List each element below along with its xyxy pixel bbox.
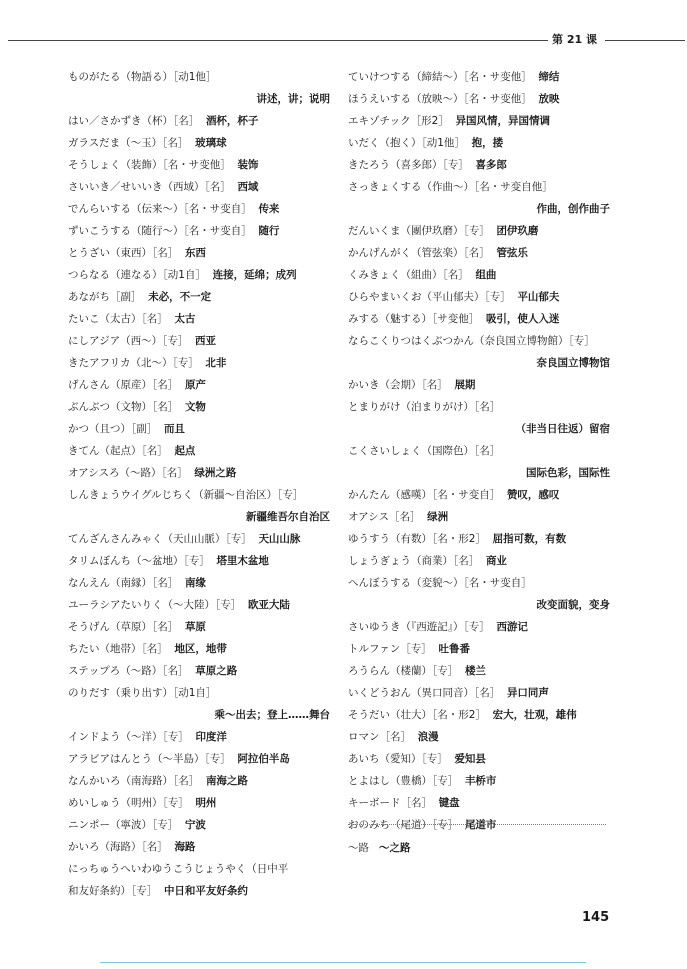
vocab-term: だんいくま（團伊玖磨）［专］ bbox=[348, 225, 490, 237]
vocab-term: 新疆维吾尔自治区 bbox=[246, 511, 330, 523]
suffix-word: 〜路 bbox=[348, 842, 369, 854]
vocab-term: つらなる（連なる）［动1自］ bbox=[68, 269, 206, 281]
vocab-term: なんえん（南縁）［名］ bbox=[68, 577, 179, 589]
vocab-term: きてん（起点）［名］ bbox=[68, 445, 168, 457]
vocab-entry bbox=[68, 748, 330, 770]
vocab-entry bbox=[348, 286, 610, 308]
vocab-term: しんきょうウイグルじちく（新疆〜自治区）［专］ bbox=[68, 489, 304, 501]
vocab-term: とまりがけ（泊まりがけ）［名］ bbox=[348, 401, 501, 413]
vocab-definition: 装饰 bbox=[237, 159, 259, 171]
vocab-definition: 传来 bbox=[258, 203, 280, 215]
page-number: 145 bbox=[582, 910, 610, 925]
vocab-entry bbox=[68, 550, 330, 572]
vocab-definition: 吸引，使人入迷 bbox=[485, 313, 560, 325]
header-rule-right bbox=[605, 40, 685, 41]
vocab-entry bbox=[68, 770, 330, 792]
vocab-term: オアシス［名］ bbox=[348, 511, 421, 523]
vocab-entry bbox=[68, 858, 330, 880]
vocab-definition: 南缘 bbox=[184, 577, 206, 589]
vocab-entry bbox=[348, 462, 610, 484]
vocab-entry bbox=[68, 154, 330, 176]
vocab-entry bbox=[68, 528, 330, 550]
vocab-entry bbox=[68, 880, 330, 902]
vocab-entry bbox=[348, 220, 610, 242]
vocab-definition: 原产 bbox=[184, 379, 206, 391]
vocab-term: いくどうおん（異口同音）［名］ bbox=[348, 687, 501, 699]
vocab-term: かんたん（感嘆）［名・サ变自］ bbox=[348, 489, 501, 501]
vocab-term: こくさいしょく（国際色）［名］ bbox=[348, 445, 501, 457]
vocab-term: へんぼうする（変貌〜）［名・サ变自］ bbox=[348, 577, 532, 589]
vocab-definition: 欧亚大陆 bbox=[247, 599, 290, 611]
vocab-entry bbox=[68, 484, 330, 506]
vocab-entry bbox=[348, 682, 610, 704]
vocab-definition: 楼兰 bbox=[464, 665, 486, 677]
vocab-term: はい／さかずき（杯）［名］ bbox=[68, 115, 200, 127]
vocab-definition: 异口同声 bbox=[506, 687, 549, 699]
header-rule-left bbox=[8, 40, 548, 41]
vocab-definition: 塔里木盆地 bbox=[216, 555, 269, 567]
vocab-definition: 异国风情，异国情调 bbox=[455, 115, 551, 127]
footer-rule bbox=[100, 962, 586, 963]
vocab-term: あながち［副］ bbox=[68, 291, 142, 303]
vocab-term: かんげんがく（管弦楽）［名］ bbox=[348, 247, 490, 259]
vocab-term: めいしゅう（明州）［专］ bbox=[68, 797, 189, 809]
vocab-entry bbox=[348, 396, 610, 418]
vocab-entry bbox=[348, 572, 610, 594]
vocab-term: オアシスろ（〜路）［名］ bbox=[68, 467, 188, 479]
vocab-term: アラビアはんとう（〜半島）［专］ bbox=[68, 753, 231, 765]
vocab-term: かいき（会期）［名］ bbox=[348, 379, 448, 391]
vocab-entry bbox=[348, 308, 610, 330]
vocab-entry bbox=[68, 198, 330, 220]
vocab-term: ぶんぶつ（文物）［名］ bbox=[68, 401, 179, 413]
vocab-entry bbox=[348, 704, 610, 726]
vocab-term: いだく（抱く）［动1他］ bbox=[348, 137, 465, 149]
vocab-entry bbox=[68, 594, 330, 616]
vocab-term: キーボード［名］ bbox=[348, 797, 432, 809]
vocab-entry bbox=[68, 836, 330, 858]
vocab-term: ていけつする（締結〜）［名・サ变他］ bbox=[348, 71, 532, 83]
vocab-term: 作曲，创作曲子 bbox=[536, 203, 610, 215]
vocab-definition: 吐鲁番 bbox=[438, 643, 470, 655]
vocab-term: かいろ（海路）［名］ bbox=[68, 841, 168, 853]
vocab-entry bbox=[348, 330, 610, 352]
vocab-term: にっちゅうへいわゆうこうじょうやく（日中平 bbox=[68, 863, 289, 875]
vocab-definition: 宏大，壮观，雄伟 bbox=[492, 709, 577, 721]
vocab-definition: 屈指可数，有数 bbox=[492, 533, 567, 545]
vocab-definition: 爱知县 bbox=[454, 753, 486, 765]
vocab-entry bbox=[68, 682, 330, 704]
vocab-entry bbox=[68, 66, 330, 88]
vocab-term: エキゾチック［形2］ bbox=[348, 115, 449, 127]
vocab-column-left bbox=[68, 66, 330, 902]
vocab-term: にしアジア（西〜）［专］ bbox=[68, 335, 189, 347]
vocab-term: げんさん（原産）［名］ bbox=[68, 379, 179, 391]
vocab-entry bbox=[68, 440, 330, 462]
vocab-entry bbox=[348, 352, 610, 374]
vocab-entry bbox=[348, 88, 610, 110]
vocab-definition: 明州 bbox=[195, 797, 217, 809]
vocab-term: タリムぼんち（〜盆地）［专］ bbox=[68, 555, 210, 567]
vocab-term: 奈良国立博物馆 bbox=[536, 357, 610, 369]
vocab-entry bbox=[68, 176, 330, 198]
vocab-term: てんざんさんみゃく（天山山脈）［专］ bbox=[68, 533, 252, 545]
vocab-entry bbox=[68, 572, 330, 594]
vocab-term: くみきょく（組曲）［名］ bbox=[348, 269, 469, 281]
vocab-entry bbox=[68, 506, 330, 528]
vocab-entry bbox=[68, 132, 330, 154]
vocab-definition: 西游记 bbox=[496, 621, 528, 633]
vocab-term: インドよう（〜洋）［专］ bbox=[68, 731, 189, 743]
vocab-definition: 南海之路 bbox=[205, 775, 248, 787]
vocab-entry bbox=[348, 660, 610, 682]
vocab-term: そうしょく（装飾）［名・サ变他］ bbox=[68, 159, 231, 171]
vocab-entry bbox=[68, 726, 330, 748]
vocab-definition: 阿拉伯半岛 bbox=[237, 753, 290, 765]
vocab-term: きたアフリカ（北〜）［专］ bbox=[68, 357, 199, 369]
vocab-entry bbox=[348, 374, 610, 396]
vocab-definition: 组曲 bbox=[475, 269, 497, 281]
vocab-definition: 酒杯，杯子 bbox=[205, 115, 259, 127]
vocab-definition: 草原 bbox=[184, 621, 206, 633]
vocab-term: 讲述，讲；说明 bbox=[256, 93, 330, 105]
vocab-definition: 未必，不一定 bbox=[148, 291, 212, 303]
vocab-term: ずいこうする（随行〜）［名・サ变自］ bbox=[68, 225, 252, 237]
vocab-entry bbox=[348, 506, 610, 528]
vocab-term: ものがたる（物語る）［动1他］ bbox=[68, 71, 217, 83]
vocab-entry bbox=[68, 814, 330, 836]
vocab-definition: 商业 bbox=[485, 555, 507, 567]
vocab-definition: 太古 bbox=[174, 313, 196, 325]
vocab-term: ロマン［名］ bbox=[348, 731, 411, 743]
vocab-entry bbox=[348, 528, 610, 550]
vocab-entry bbox=[348, 154, 610, 176]
vocab-definition: 展期 bbox=[454, 379, 476, 391]
vocab-entry bbox=[348, 792, 610, 814]
vocab-term: トルファン［专］ bbox=[348, 643, 432, 655]
vocab-term: ちたい（地帯）［名］ bbox=[68, 643, 168, 655]
vocab-entry bbox=[348, 418, 610, 440]
vocab-definition: 抱，搂 bbox=[471, 137, 504, 149]
vocab-entry bbox=[348, 814, 610, 836]
vocab-entry bbox=[348, 440, 610, 462]
suffix-entry bbox=[348, 840, 411, 855]
vocab-entry bbox=[348, 176, 610, 198]
vocab-term: たいこ（太古）［名］ bbox=[68, 313, 168, 325]
vocab-term: きたろう（喜多郎）［专］ bbox=[348, 159, 469, 171]
vocab-term: ニンポー（寧波）［专］ bbox=[68, 819, 179, 831]
lesson-label: 第 21 课 bbox=[552, 33, 597, 46]
vocab-definition: 天山山脉 bbox=[258, 533, 301, 545]
vocab-definition: 键盘 bbox=[438, 797, 460, 809]
vocab-definition: 西亚 bbox=[195, 335, 217, 347]
vocab-term: とよはし（豊橋）［专］ bbox=[348, 775, 459, 787]
vocab-definition: 团伊玖磨 bbox=[496, 225, 539, 237]
vocab-definition: 海路 bbox=[174, 841, 196, 853]
vocab-entry bbox=[68, 638, 330, 660]
vocab-entry bbox=[68, 374, 330, 396]
vocab-term: 国际色彩，国际性 bbox=[526, 467, 610, 479]
vocab-definition: 起点 bbox=[174, 445, 196, 457]
vocab-term: ステップろ（〜路）［名］ bbox=[68, 665, 189, 677]
vocab-definition: 平山郁夫 bbox=[517, 291, 560, 303]
vocab-definition: 浪漫 bbox=[417, 731, 439, 743]
vocab-definition: 连接，延绵；成列 bbox=[212, 269, 297, 281]
vocab-entry bbox=[348, 748, 610, 770]
vocab-term: 改变面貌，变身 bbox=[536, 599, 610, 611]
vocab-definition: 玻璃球 bbox=[195, 137, 227, 149]
vocab-definition: 丰桥市 bbox=[464, 775, 497, 787]
vocab-entry bbox=[68, 88, 330, 110]
vocab-definition: 草原之路 bbox=[195, 665, 238, 677]
vocab-entry bbox=[68, 352, 330, 374]
vocab-definition: 地区，地带 bbox=[174, 643, 227, 655]
vocab-entry bbox=[348, 198, 610, 220]
vocab-entry bbox=[68, 704, 330, 726]
vocab-term: おのみち（尾道）［专］ bbox=[348, 819, 459, 831]
vocab-definition: 绿洲之路 bbox=[194, 467, 237, 479]
vocab-entry bbox=[348, 66, 610, 88]
vocab-term: のりだす（乗り出す）［动1自］ bbox=[68, 687, 217, 699]
vocab-definition: 喜多郎 bbox=[475, 159, 507, 171]
vocab-term: ガラスだま（〜玉）［名］ bbox=[68, 137, 189, 149]
vocab-term: さいゆうき（『西遊記』）［专］ bbox=[348, 621, 490, 633]
vocab-definition: 放映 bbox=[538, 93, 560, 105]
vocab-term: 和友好条約）［专］ bbox=[68, 885, 158, 897]
vocab-entry bbox=[348, 484, 610, 506]
vocab-entry bbox=[348, 726, 610, 748]
section-divider bbox=[348, 824, 606, 825]
vocab-term: とうざい（東西）［名］ bbox=[68, 247, 179, 259]
vocab-definition: 赞叹，感叹 bbox=[506, 489, 560, 501]
vocab-entry bbox=[68, 418, 330, 440]
vocab-entry bbox=[68, 308, 330, 330]
vocab-entry bbox=[348, 242, 610, 264]
vocab-entry bbox=[348, 132, 610, 154]
vocab-entry bbox=[68, 616, 330, 638]
vocab-term: しょうぎょう（商業）［名］ bbox=[348, 555, 480, 567]
vocab-column-right bbox=[348, 66, 610, 836]
vocab-term: 乘〜出去；登上……舞台 bbox=[214, 709, 330, 721]
vocab-entry bbox=[68, 264, 330, 286]
vocab-entry bbox=[348, 110, 610, 132]
vocab-entry bbox=[68, 792, 330, 814]
vocab-term: さっきょくする（作曲〜）［名・サ变自他］ bbox=[348, 181, 553, 193]
vocab-entry bbox=[68, 220, 330, 242]
vocab-entry bbox=[68, 242, 330, 264]
vocab-definition: 文物 bbox=[184, 401, 206, 413]
vocab-term: （非当日往返）留宿 bbox=[515, 423, 610, 435]
vocab-entry bbox=[348, 770, 610, 792]
vocab-entry bbox=[68, 396, 330, 418]
vocab-term: そうだい（壮大）［名・形2］ bbox=[348, 709, 486, 721]
vocab-definition: 宁波 bbox=[184, 819, 206, 831]
vocab-term: ならこくりつはくぶつかん（奈良国立博物館）［专］ bbox=[348, 335, 595, 347]
vocab-term: ろうらん（楼蘭）［专］ bbox=[348, 665, 459, 677]
vocab-term: さいいき／せいいき（西域）［名］ bbox=[68, 181, 231, 193]
vocab-entry bbox=[68, 462, 330, 484]
vocab-term: ほうえいする（放映〜）［名・サ变他］ bbox=[348, 93, 532, 105]
vocab-entry bbox=[68, 286, 330, 308]
vocab-entry bbox=[348, 616, 610, 638]
vocab-definition: 东西 bbox=[184, 247, 206, 259]
vocab-definition: 管弦乐 bbox=[496, 247, 528, 259]
vocab-term: ひらやまいくお（平山郁夫）［专］ bbox=[348, 291, 511, 303]
vocab-definition: 随行 bbox=[258, 225, 280, 237]
vocab-definition: 印度洋 bbox=[195, 731, 227, 743]
vocab-term: かつ（且つ）［副］ bbox=[68, 423, 158, 435]
vocab-definition: 尾道市 bbox=[464, 819, 497, 831]
vocab-definition: 绿洲 bbox=[427, 511, 449, 523]
vocab-definition: 缔结 bbox=[538, 71, 560, 83]
vocab-definition: 北非 bbox=[205, 357, 227, 369]
vocab-term: みする（魅する）［サ变他］ bbox=[348, 313, 480, 325]
vocab-term: ゆうすう（有数）［名・形2］ bbox=[348, 533, 486, 545]
vocab-term: あいち（愛知）［专］ bbox=[348, 753, 448, 765]
vocab-definition: 而且 bbox=[163, 423, 185, 435]
vocab-term: ユーラシアたいりく（〜大陸）［专］ bbox=[68, 599, 242, 611]
vocab-entry bbox=[348, 550, 610, 572]
vocab-entry bbox=[68, 330, 330, 352]
vocab-entry bbox=[68, 110, 330, 132]
vocab-entry bbox=[68, 660, 330, 682]
vocab-definition: 西域 bbox=[237, 181, 259, 193]
vocab-entry bbox=[348, 638, 610, 660]
vocab-entry bbox=[348, 594, 610, 616]
suffix-meaning: 〜之路 bbox=[379, 842, 411, 854]
vocab-definition: 中日和平友好条约 bbox=[163, 885, 248, 897]
vocab-entry bbox=[348, 264, 610, 286]
vocab-term: なんかいろ（南海路）［名］ bbox=[68, 775, 200, 787]
vocab-term: そうげん（草原）［名］ bbox=[68, 621, 179, 633]
vocab-term: でんらいする（伝来〜）［名・サ变自］ bbox=[68, 203, 252, 215]
